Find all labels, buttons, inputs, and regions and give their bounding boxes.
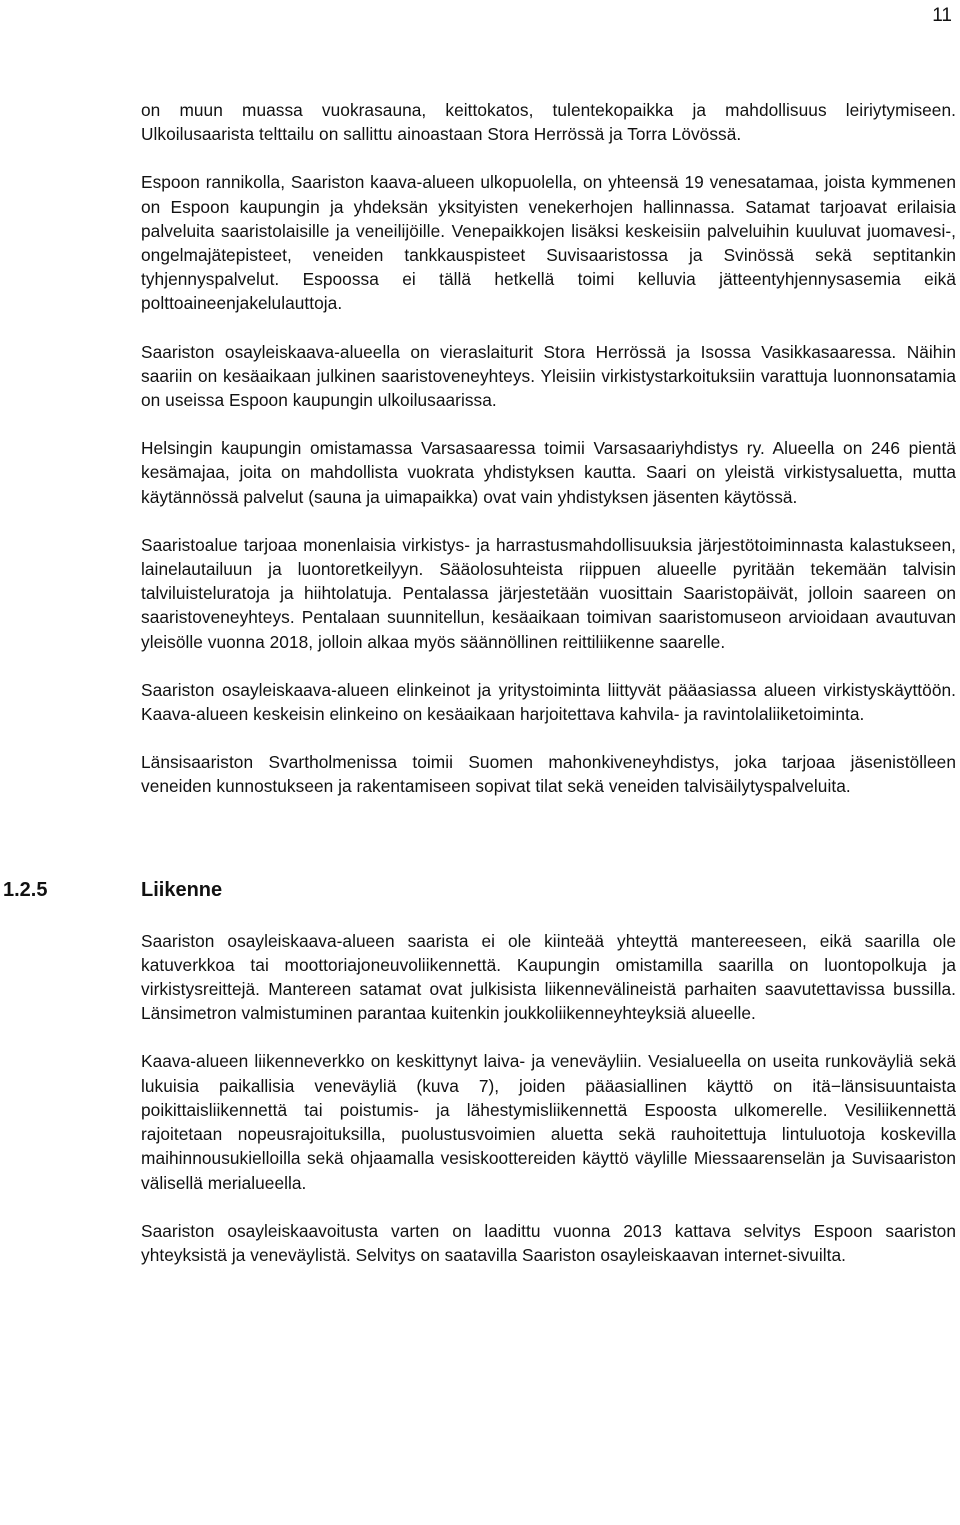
paragraph-camping: on muun muassa vuokrasauna, keittokatos, tulentekopaikka ja mahdollisuus leiriytymiseen. Ulkoilusaarista telttailu on sallittu ainoastaan Stora Herrössä ja Torra Lövössä. <box>141 100 956 145</box>
section-title: Liikenne <box>141 878 223 901</box>
section-heading <box>3 875 956 929</box>
section-spacer <box>141 823 956 875</box>
paragraph-livelihoods: Saariston osayleiskaava-alueen elinkeinot ja yritystoiminta liittyvät pääasiassa alueen virkistyskäyttöön. Kaava-alueen keskeisin elinkeino on kesäaikaan harjoitettava kahvila- ja ravintolaliiketoiminta. <box>141 679 956 725</box>
page-number: 11 <box>932 5 952 26</box>
paragraph-guest-piers: Saariston osayleiskaava-alueella on vieraslaiturit Stora Herrössä ja Isossa Vasikkasaaressa. Näihin saariin on kesäaikaan julkinen saaristoveneyhteys. Yleisiin virkistystarkoituksiin varattuja luonnonsatamia on useissa Espoon kaupungin ulkoilusaarissa. <box>141 341 956 411</box>
document-body <box>3 98 956 1291</box>
paragraph-survey: Saariston osayleiskaavoitusta varten on laadittu vuonna 2013 kattava selvitys Espoon saariston yhteyksistä ja veneväylistä. Selvitys on saatavilla Saariston osayleiskaavan internet-sivuilta. <box>141 1220 956 1265</box>
paragraph-varsasaari: Helsingin kaupungin omistamassa Varsasaaressa toimii Varsasaariyhdistys ry. Alueella on 246 pientä kesämajaa, joita on mahdollista vuokrata yhdistyksen kautta. Saari on yleistä virkistysaluetta, mutta käytännössä palvelut (sauna ja uimapaikka) ovat vain yhdistyksen jäsenten käytössä. <box>141 438 956 507</box>
paragraph-connections: Saariston osayleiskaava-alueen saarista ei ole kiinteää yhteyttä mantereeseen, eikä saarilla ole katuverkkoa tai moottoriajoneuvoliikennettä. Kaupungin omistamilla saarilla on luontopolkuja ja virkistysreittejä. Mantereen satamat ovat julkisista liikennevälineistä parhaiten saavutettavissa bussilla. Länsimetron valmistuminen parantaa kuitenkin joukkoliikenneyhteyksiä alueelle. <box>141 930 956 1024</box>
paragraph-waterways: Kaava-alueen liikenneverkko on keskittynyt laiva- ja veneväyliin. Vesialueella on useita runkoväyliä sekä lukuisia paikallisia veneväyliä (kuva 7), joiden pääasiallinen käyttö on itä−länsisuuntaista poikittaisliikennettä tai poistumis- ja lähestymisliikennettä Espoosta ulkomerelle. Vesiliikennettä rajoitetaan nopeusrajoituksilla, puolustusvoimien aluetta sekä rauhoitettuja lintuluotoja koskevilla maihinnousukielloilla sekä ohjaamalla vesiskootterеiden käyttö väylille Miessaarenselän ja Suvisaariston välisellä merialueella. <box>141 1051 956 1193</box>
paragraph-svartholmen: Länsisaariston Svartholmenissa toimii Suomen mahonkiveneyhdistys, joka tarjoaa jäsenistölleen veneiden kunnostukseen ja rakentamiseen sopivat tilat sekä veneiden talvisäilytyspalveluita. <box>141 752 956 797</box>
paragraph-recreation: Saaristoalue tarjoaa monenlaisia virkistys- ja harrastusmahdollisuuksia järjestötoiminnasta kalastukseen, lainelautailuun ja luontoretkeilyyn. Sääolosuhteista riippuen alueelle pyritään tekemään talvisin talviluisteluratoja ja hiihtolatuja. Pentalassa järjestetään vuosittain Saaristopäivät, jolloin saareen on saaristoveneyhteys. Pentalaan suunnitellun, kesäaikaan toimivan saaristomuseon arvioidaan avautuvan yleisölle vuonna 2018, jolloin alkaa myös säännöllinen reittiliikenne saarelle. <box>141 534 956 652</box>
section-number: 1.2.5 <box>3 878 48 901</box>
paragraph-marinas: Espoon rannikolla, Saariston kaava-alueen ulkopuolella, on yhteensä 19 venesatamaa, joista kymmenen on Espoon kaupungin ja yhdeksän yksityisten venekerhojen hallinnassa. Satamat tarjoavat erilaisia palveluita saaristolaisille ja veneilijöille. Venepaikkojen lisäksi keskeisiin palveluihin kuuluvat juomavesi-, ongelmajätepisteet, veneiden tankkauspisteet Suvisaaristossa ja Svinössä sekä septitankin tyhjennyspalvelut. Espoossa ei tällä hetkellä toimi kelluvia jätteentyhjennysasemia eikä polttoaineenjakelulauttoja. <box>141 172 956 314</box>
